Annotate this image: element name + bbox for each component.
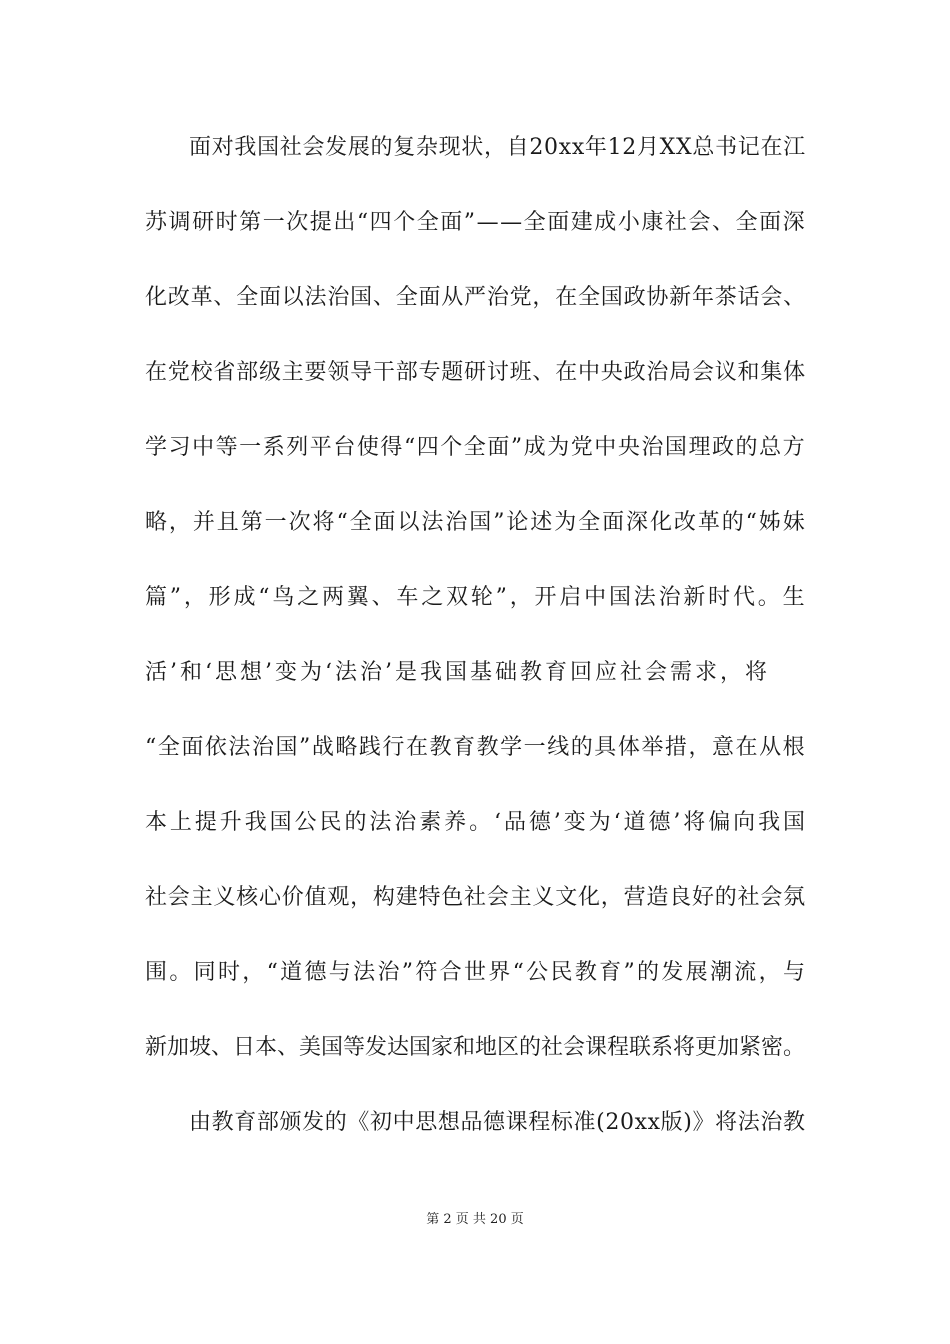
text-line: 篇”，形成“鸟之两翼、车之双轮”，开启中国法治新时代。生 [145, 585, 808, 610]
text-line: 本上提升我国公民的法治素养。‘品德’变为‘道德’将偏向我国 [145, 810, 808, 835]
text-line: 略，并且第一次将“全面以法治国”论述为全面深化改革的“姊妹 [145, 510, 807, 535]
text-line: 学习中等一系列平台使得“四个全面”成为党中央治国理政的总方 [145, 435, 807, 460]
text-line: 化改革、全面以法治国、全面从严治党，在全国政协新年茶话会、 [145, 285, 806, 310]
text-line: 由教育部颁发的《初中思想品德课程标准(20xx版)》将法治教 [189, 1110, 806, 1135]
text-line: 面对我国社会发展的复杂现状，自20xx年12月XX总书记在江 [189, 135, 806, 160]
page-footer: 第 2 页 共 20 页 [426, 1212, 524, 1227]
text-line: 苏调研时第一次提出“四个全面”——全面建成小康社会、全面深 [145, 210, 807, 235]
text-line: 新加坡、日本、美国等发达国家和地区的社会课程联系将更加紧密。 [145, 1035, 806, 1060]
text-line: 围。同时，“道德与法治”符合世界“公民教育”的发展潮流，与 [145, 960, 808, 985]
text-line: 社会主义核心价值观，构建特色社会主义文化，营造良好的社会氛 [145, 885, 806, 910]
text-line: “全面依法治国”战略践行在教育教学一线的具体举措，意在从根 [145, 735, 807, 760]
text-line: 在党校省部级主要领导干部专题研讨班、在中央政治局会议和集体 [145, 360, 806, 385]
text-line: 活’和‘思想’变为‘法治’是我国基础教育回应社会需求，将 [145, 660, 770, 685]
